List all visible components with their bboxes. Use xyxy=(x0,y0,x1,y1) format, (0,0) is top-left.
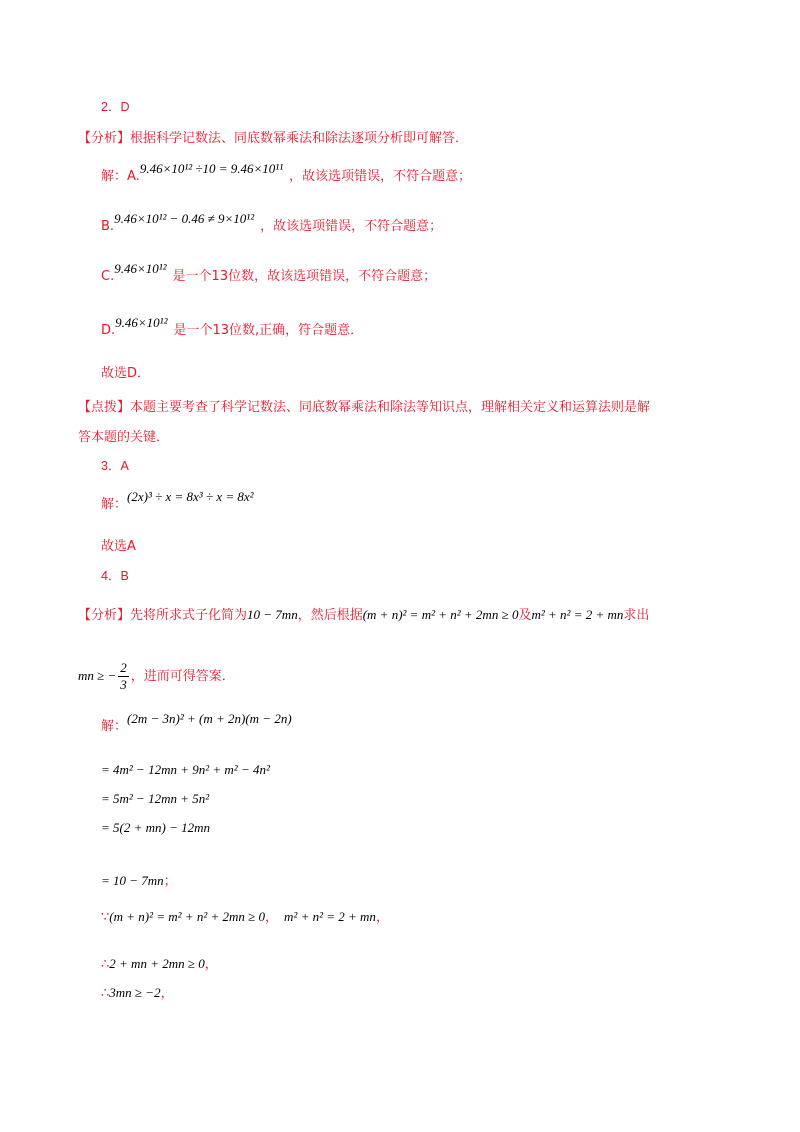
analysis-text: 及 xyxy=(518,608,532,623)
step-expression: (2m − 3n)² + (m + 2n)(m − 2n) xyxy=(127,711,292,726)
step-result-line xyxy=(101,873,177,890)
option-b-label: B. xyxy=(101,219,115,234)
analysis-tag: 【分析】 xyxy=(78,131,131,146)
therefore-symbol: ∴ xyxy=(101,986,110,1001)
step-combine: = 5m² − 12mn + 5n² xyxy=(101,791,210,806)
mn-bound: mn ≥ − xyxy=(78,668,117,683)
punctuation: ， xyxy=(204,957,218,972)
q4-answer-heading: 4．B xyxy=(101,569,129,583)
q2-option-b xyxy=(101,211,443,235)
because-condition: m² + n² = 2 + mn xyxy=(284,909,376,924)
therefore-inequality-1: 2 + mn + 2mn ≥ 0 xyxy=(109,956,205,971)
because-symbol: ∵ xyxy=(101,910,110,925)
because-line xyxy=(101,909,389,926)
q2-option-a xyxy=(101,161,472,185)
q2-option-d xyxy=(101,315,364,339)
step-expand: = 4m² − 12mn + 9n² + m² − 4n² xyxy=(101,762,270,777)
therefore-line-2 xyxy=(101,985,174,1002)
analysis-tag: 【分析】 xyxy=(78,608,131,623)
q3-solution xyxy=(101,489,254,513)
q2-choice: 故选D． xyxy=(101,366,151,381)
q4-analysis-line2 xyxy=(78,660,235,693)
analysis-text: 根据科学记数法、同底数幂乘法和除法逐项分析即可解答． xyxy=(130,131,469,146)
therefore-inequality-2: 3mn ≥ −2 xyxy=(109,985,161,1000)
therefore-symbol: ∴ xyxy=(101,957,110,972)
formula-a: 9.46×10¹² ÷10 = 9.46×10¹¹ xyxy=(139,161,284,176)
step-result: = 10 − 7mn xyxy=(101,873,164,888)
option-c-verdict: 是一个13位数，故该选项错误，不符合题意； xyxy=(172,269,437,284)
formula-c: 9.46×10¹² xyxy=(114,261,167,276)
solution-label: 解： xyxy=(101,497,128,512)
option-a-verdict: ，故该选项错误，不符合题意； xyxy=(289,169,472,184)
punctuation: ， xyxy=(160,986,174,1001)
option-c-label: C. xyxy=(101,269,115,284)
tip-tag: 【点拨】 xyxy=(78,400,131,415)
tip-text: 本题主要考查了科学记数法、同底数幂乘法和除法等知识点，理解相关定义和运算法则是解 xyxy=(130,400,651,415)
square-inequality: (m + n)² = m² + n² + 2mn ≥ 0 xyxy=(362,607,519,622)
given-condition: m² + n² = 2 + mn xyxy=(531,607,624,622)
analysis-text: 求出 xyxy=(623,608,650,623)
option-d-label: D. xyxy=(101,323,116,338)
solution-label-a: 解：A. xyxy=(101,169,140,184)
q3-choice: 故选A xyxy=(101,539,136,554)
q4-solution-start xyxy=(101,711,292,735)
punctuation: ， xyxy=(265,910,279,925)
fraction-denominator: 3 xyxy=(120,677,127,692)
q2-analysis xyxy=(78,131,468,147)
analysis-text: ，进而可得答案． xyxy=(130,669,235,684)
analysis-text: 先将所求式子化简为 xyxy=(130,608,248,623)
punctuation: ； xyxy=(163,874,177,889)
step-substitute: = 5(2 + mn) − 12mn xyxy=(101,820,211,835)
fraction-numerator: 2 xyxy=(120,660,127,675)
simplified-expression: 10 − 7mn xyxy=(247,607,298,622)
q3-formula: (2x)³ ÷ x = 8x³ ÷ x = 8x² xyxy=(127,489,254,504)
q2-option-c xyxy=(101,261,437,285)
analysis-text: ，然后根据 xyxy=(297,608,363,623)
q2-tip-line2: 答本题的关键． xyxy=(78,430,170,445)
option-d-verdict: 是一个13位数,正确，符合题意． xyxy=(173,323,364,338)
q4-analysis-line1 xyxy=(78,600,649,631)
q2-tip-line1 xyxy=(78,400,650,416)
q3-answer-heading: 3．A xyxy=(101,459,129,473)
formula-b: 9.46×10¹² − 0.46 ≠ 9×10¹² xyxy=(114,211,255,226)
punctuation: ， xyxy=(375,910,389,925)
formula-d: 9.46×10¹² xyxy=(115,315,168,330)
option-b-verdict: ，故该选项错误，不符合题意； xyxy=(260,219,443,234)
q2-answer-heading: 2．D xyxy=(101,100,130,114)
because-inequality: (m + n)² = m² + n² + 2mn ≥ 0 xyxy=(109,909,266,924)
therefore-line-1 xyxy=(101,956,218,973)
fraction-two-thirds xyxy=(118,660,129,693)
solution-label: 解： xyxy=(101,719,128,734)
